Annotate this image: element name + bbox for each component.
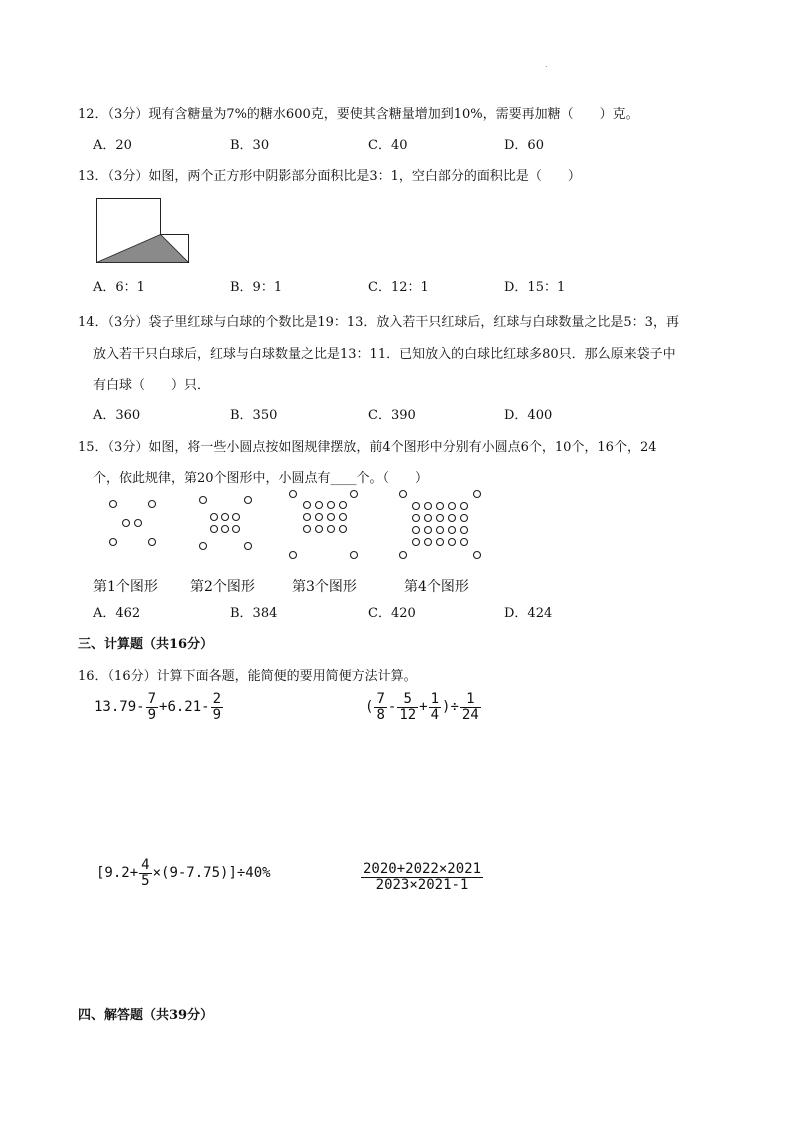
expr3-part-b: ×(9-7.75)]÷40% — [152, 865, 271, 882]
expr1-f1-numerator: 7 — [147, 691, 157, 707]
q12-option-c: C．40 — [368, 138, 408, 153]
expr1-f1-denominator: 9 — [147, 706, 157, 723]
question-16-text: 16．（16分）计算下面各题，能简便的要用简便方法计算。 — [78, 669, 417, 684]
q13-option-c: C．12：1 — [368, 280, 429, 295]
expr1-fraction-2 — [211, 692, 223, 722]
expr2-f4-numerator: 1 — [460, 692, 481, 708]
dot-pattern-figures — [0, 485, 794, 565]
question-15-line-1: 15．（3分）如图，将一些小圆点按如图规律摆放，前4个图形中分别有小圆点6个，10个，16个，24 — [78, 440, 657, 455]
expr3-denominator: 5 — [141, 872, 150, 889]
expression-2 — [365, 692, 482, 722]
question-14-line-1: 14．（3分）袋子里红球与白球的个数比是19：13．放入若干只红球后，红球与白球数量之比是5：3，再 — [78, 315, 679, 330]
question-13-text: 13．（3分）如图，两个正方形中阴影部分面积比是3：1，空白部分的面积比是（ ） — [78, 169, 581, 184]
section-4-title: 四、解答题（共39分） — [78, 1008, 214, 1023]
section-3-title: 三、计算题（共16分） — [78, 637, 214, 652]
expr1-fraction-1 — [146, 692, 158, 722]
expr4-denominator: 2023×2021-1 — [375, 876, 469, 893]
expr2-f1-numerator: 7 — [376, 691, 385, 707]
q12-option-b: B．30 — [230, 138, 270, 153]
expr2-fraction-2 — [397, 692, 418, 722]
header-mark: . — [545, 60, 548, 69]
expr1-f2-numerator: 2 — [212, 691, 222, 707]
question-14-line-3: 有白球（ ）只． — [93, 378, 211, 393]
expression-4 — [360, 862, 484, 892]
expr4-numerator: 2020+2022×2021 — [363, 861, 482, 877]
expr4-fraction — [361, 862, 483, 892]
expr3-fraction — [139, 858, 151, 888]
q12-option-d: D．60 — [504, 138, 544, 153]
expr2-f1-denominator: 8 — [376, 706, 385, 723]
q13-option-d: D．15：1 — [504, 280, 566, 295]
expr1-part-b: +6.21- — [159, 699, 210, 716]
q15-option-b: B．384 — [230, 606, 278, 621]
expr2-f2-numerator: 5 — [397, 692, 418, 708]
expr2-close-divide: )÷ — [442, 699, 459, 716]
q14-option-a: A．360 — [93, 408, 141, 423]
question-14-line-2: 放入若干只白球后，红球与白球数量之比是13：11．已知放入的白球比红球多80只．那么原来袋子中 — [93, 347, 676, 362]
q14-option-c: C．390 — [368, 408, 416, 423]
q13-option-b: B．9：1 — [230, 280, 283, 295]
q15-option-a: A．462 — [93, 606, 141, 621]
expr2-fraction-1 — [374, 692, 386, 722]
q15-option-d: D．424 — [504, 606, 553, 621]
expr3-numerator: 4 — [141, 857, 150, 873]
expr2-f3-denominator: 4 — [430, 706, 440, 723]
figure-4-label: 第4个图形 — [404, 579, 469, 595]
expr2-f4-denominator: 24 — [461, 706, 479, 723]
q14-option-b: B．350 — [230, 408, 278, 423]
expr1-part-a: 13.79- — [94, 699, 145, 716]
expression-3 — [96, 858, 271, 888]
expr2-fraction-4 — [460, 692, 481, 722]
expr2-f2-denominator: 12 — [399, 706, 417, 723]
expr2-f3-numerator: 1 — [430, 691, 440, 707]
question-15-line-2: 个，依此规律，第20个图形中，小圆点有____个。（ ） — [93, 471, 429, 486]
two-squares-figure — [94, 196, 194, 266]
q13-option-a: A．6：1 — [93, 280, 145, 295]
figure-3-label: 第3个图形 — [292, 579, 357, 595]
expression-1 — [94, 692, 224, 722]
expr3-part-a: [9.2+ — [96, 865, 139, 882]
q15-option-c: C．420 — [368, 606, 416, 621]
q14-option-d: D．400 — [504, 408, 553, 423]
expr2-plus: + — [419, 699, 428, 716]
expr1-f2-denominator: 9 — [212, 706, 222, 723]
question-12-text: 12．（3分）现有含糖量为7%的糖水600克，要使其含糖量增加到10%，需要再加糖（ ）克。 — [78, 107, 639, 122]
expr2-open-paren: ( — [365, 699, 374, 716]
figure-1-label: 第1个图形 — [93, 579, 158, 595]
expr2-fraction-3 — [429, 692, 441, 722]
q12-option-a: A．20 — [93, 138, 132, 153]
figure-2-label: 第2个图形 — [190, 579, 255, 595]
expr2-minus: - — [387, 699, 397, 716]
